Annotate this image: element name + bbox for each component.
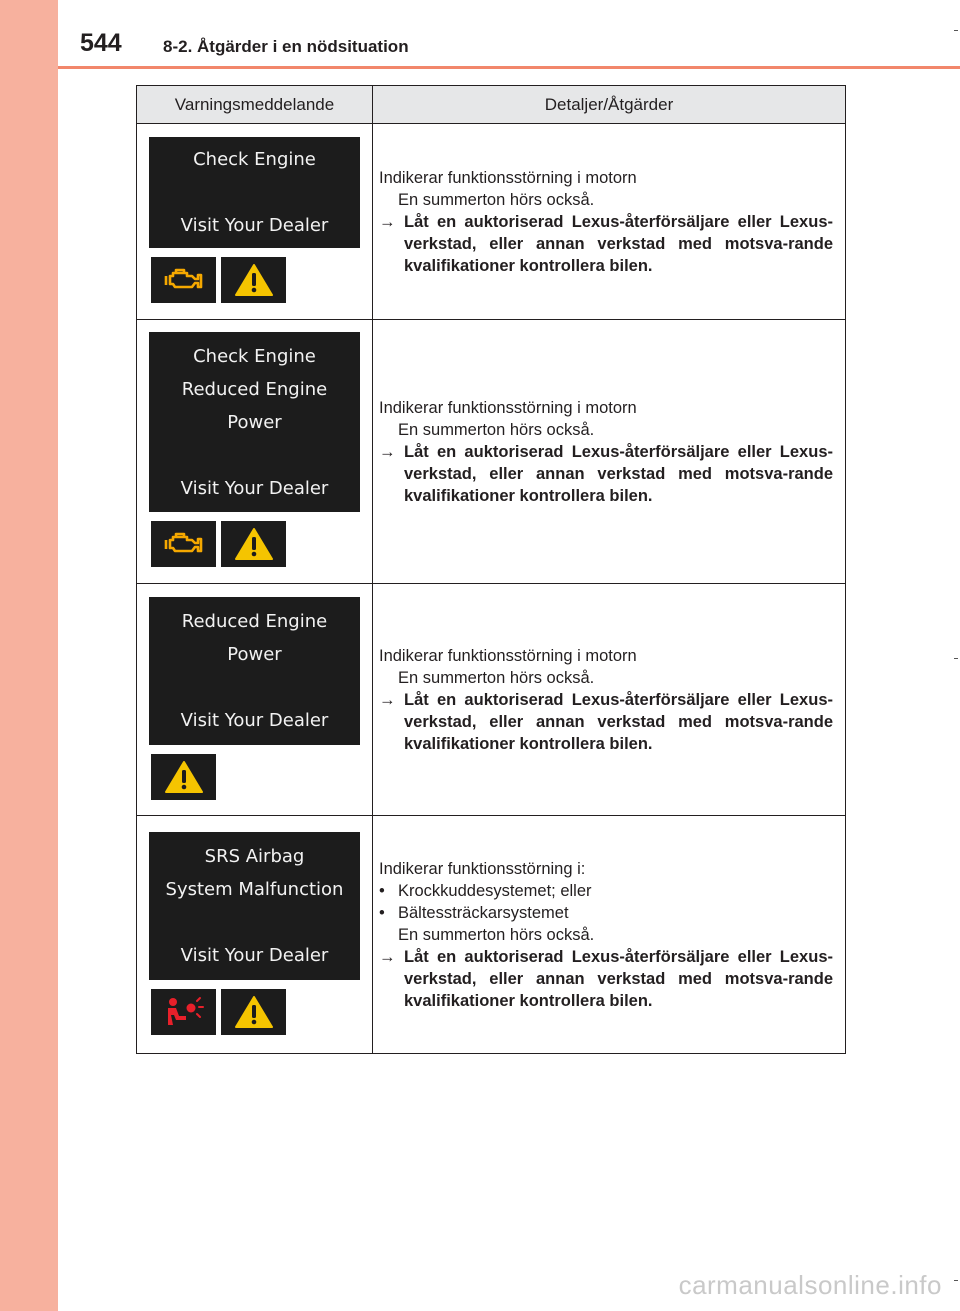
lead-text: Indikerar funktionsstörning i motorn (379, 168, 637, 187)
arrow-icon: → (379, 690, 396, 709)
display-line: SRS Airbag (204, 846, 305, 867)
display-line: Check Engine (193, 149, 316, 170)
table-row (137, 584, 846, 816)
details-cell (373, 320, 846, 584)
display-line: Visit Your Dealer (180, 710, 329, 731)
lead-text: Indikerar funktionsstörning i motorn (379, 398, 637, 417)
bullet-item: • Bältessträckarsystemet (379, 903, 569, 922)
warning-cell (137, 124, 373, 320)
buzzer-text: En summerton hörs också. (398, 668, 595, 687)
display-line: Visit Your Dealer (180, 215, 329, 236)
table-header-row (137, 86, 846, 124)
action-text: Låt en auktoriserad Lexus-återförsäljare eller Lexus-verkstad, eller annan verkstad med motsva-rande kvalifikationer kontrollera bilen. (404, 442, 833, 505)
warning-display (149, 137, 360, 248)
action-text: Låt en auktoriserad Lexus-återförsäljare eller Lexus-verkstad, eller annan verkstad med motsva-rande kvalifikationer kontrollera bilen. (404, 947, 833, 1010)
crop-mark (954, 30, 958, 31)
warning-icon (221, 989, 286, 1035)
crop-mark (954, 658, 958, 659)
engine-icon (151, 257, 216, 303)
bullet-text: Bältessträckarsystemet (398, 903, 569, 922)
lead-text: Indikerar funktionsstörning i motorn (379, 646, 637, 665)
table-row (137, 320, 846, 584)
table-row (137, 124, 846, 320)
page-number: 544 (80, 29, 122, 57)
lead-text: Indikerar funktionsstörning i: (379, 859, 586, 878)
crop-mark (954, 1280, 958, 1281)
buzzer-text: En summerton hörs också. (398, 925, 595, 944)
arrow-icon: → (379, 947, 396, 966)
bullet-item: • Krockkuddesystemet; eller (379, 881, 592, 900)
action-instruction (379, 441, 833, 507)
arrow-icon: → (379, 442, 396, 461)
display-line: Power (227, 644, 282, 665)
action-instruction (379, 211, 833, 277)
warning-cell (137, 320, 373, 584)
action-text: Låt en auktoriserad Lexus-återförsäljare eller Lexus-verkstad, eller annan verkstad med motsva-rande kvalifikationer kontrollera bilen. (404, 690, 833, 753)
col-header-details: Detaljer/Åtgärder (373, 86, 846, 124)
warning-icon (221, 257, 286, 303)
warning-icon (221, 521, 286, 567)
arrow-icon: → (379, 212, 396, 231)
warning-icon (151, 754, 216, 800)
details-cell (373, 584, 846, 816)
details-cell (373, 816, 846, 1054)
engine-icon (151, 521, 216, 567)
action-instruction (379, 946, 833, 1012)
header-rule (58, 66, 960, 69)
buzzer-text: En summerton hörs också. (398, 420, 595, 439)
warning-display (149, 332, 360, 512)
display-line: Reduced Engine (181, 378, 328, 400)
side-color-strip (0, 0, 58, 1311)
watermark: carmanualsonline.info (678, 1270, 942, 1300)
action-instruction (379, 689, 833, 755)
buzzer-text: En summerton hörs också. (398, 190, 595, 209)
display-line: System Malfunction (165, 879, 344, 900)
table-row (137, 816, 846, 1054)
col-header-warning: Varningsmeddelande (137, 86, 373, 124)
action-text: Låt en auktoriserad Lexus-återförsäljare eller Lexus-verkstad, eller annan verkstad med motsva-rande kvalifikationer kontrollera bilen. (404, 212, 833, 275)
airbag-icon (151, 989, 216, 1035)
warning-display (149, 832, 360, 980)
warning-cell (137, 816, 373, 1054)
warning-table (136, 85, 846, 1054)
display-line: Check Engine (193, 345, 316, 367)
display-line: Visit Your Dealer (180, 945, 329, 966)
section-title: 8-2. Åtgärder i en nödsituation (163, 37, 409, 56)
display-line: Power (227, 411, 282, 433)
warning-cell (137, 584, 373, 816)
warning-display (149, 597, 360, 745)
bullet-text: Krockkuddesystemet; eller (398, 881, 592, 900)
display-line: Reduced Engine (181, 611, 328, 632)
display-line: Visit Your Dealer (180, 477, 329, 499)
details-cell (373, 124, 846, 320)
